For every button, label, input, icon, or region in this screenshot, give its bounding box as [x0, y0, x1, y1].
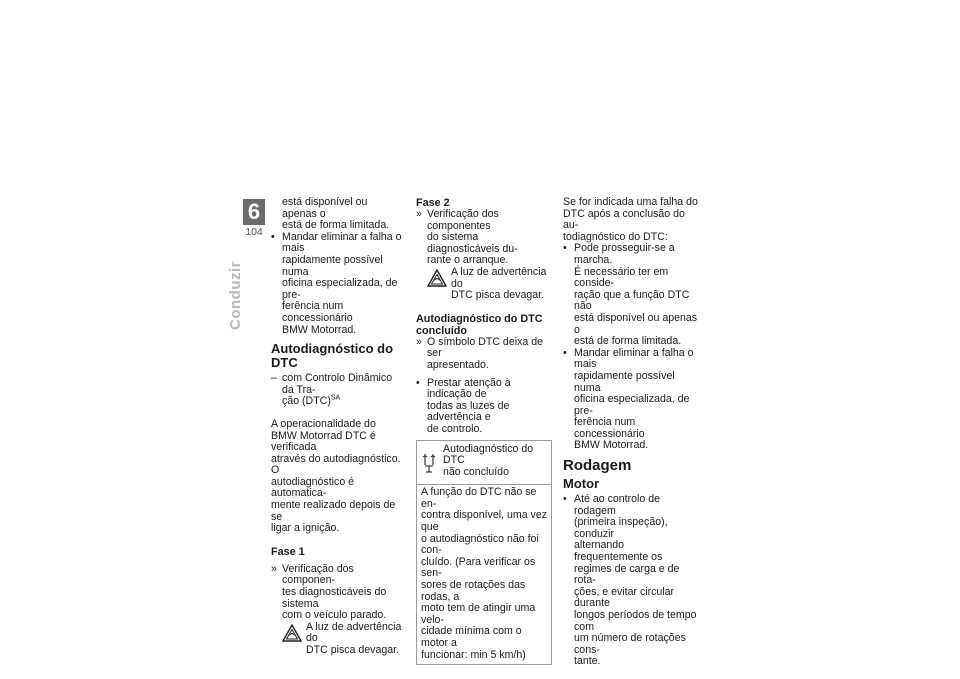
step-marker: » [416, 208, 422, 220]
text-line: moto tem de atingir uma velo- [421, 602, 536, 626]
text-line: mente realizado depois de se [271, 499, 396, 523]
step-item [416, 209, 552, 267]
info-box-not-completed [416, 440, 552, 666]
text-line: A luz de advertência do [306, 620, 402, 645]
text-line: Autodiagnóstico do DTC [416, 312, 543, 325]
text-span: ção (DTC) [282, 395, 331, 408]
page-number: 104 [245, 226, 263, 238]
text-line: Pode prosseguir-se a marcha. [574, 242, 675, 266]
text-line: BMW Motorrad DTC é verificada [271, 429, 376, 454]
text-line: A luz de advertência do [451, 265, 547, 290]
text-line: através do autodiagnóstico. O [271, 452, 401, 477]
text-line: DTC pisca devagar. [451, 289, 545, 302]
dtc-symbol-icon [421, 452, 437, 474]
column-3 [563, 197, 699, 668]
phase-1-title: Fase 1 [271, 545, 305, 558]
text-line: Prestar atenção à indicação de [427, 376, 511, 401]
section-heading-rodagem: Rodagem [563, 457, 632, 475]
text-line: ções, e evitar circular durante [574, 585, 675, 610]
text-line: autodiagnóstico é automatica- [271, 475, 355, 500]
text-line: (primeira inspeção), conduzir [574, 516, 668, 540]
paragraph [563, 197, 699, 243]
text-line: Autodiagnóstico do DTC [443, 442, 534, 467]
column-2 [416, 197, 552, 665]
text-line: Mandar eliminar a falha o mais [574, 346, 694, 371]
continued-text [271, 197, 403, 232]
text-line: rapidamente possível numa [574, 369, 675, 394]
text-line: um número de rotações cons- [574, 632, 686, 656]
text-line: não concluído [443, 465, 509, 478]
text-line: alternando frequentemente os [574, 539, 663, 564]
column-1 [271, 197, 403, 657]
text-line: É necessário ter em conside- [574, 265, 669, 290]
phase-2-title: Fase 2 [416, 197, 450, 209]
bullet-item [271, 232, 403, 336]
warning-note [271, 622, 403, 657]
step-item [416, 337, 552, 372]
text-line: está disponível ou apenas o [282, 196, 368, 220]
bullet-marker: • [416, 376, 420, 389]
text-line: está disponível ou apenas o [574, 311, 698, 336]
text-line: tante. [574, 655, 601, 668]
warning-triangle-icon [282, 624, 302, 642]
text-line: Se for indicada uma falha do [563, 196, 698, 208]
text-line: Mandar eliminar a falha o mais [282, 230, 402, 255]
bullet-item [563, 494, 699, 668]
text-line: sores de rotações das rodas, a [421, 579, 526, 603]
text-line: Verificação dos componen- [282, 562, 354, 587]
text-line: funcionar: min 5 km/h) [421, 648, 526, 661]
text-line: cidade mínima com o motor a [421, 625, 522, 649]
heading-dtc-self-diagnosis: Autodiagnóstico do DTC [271, 341, 394, 371]
text-line: com o veículo parado. [282, 609, 387, 622]
text-line: cluído. (Para verificar os sen- [421, 555, 536, 580]
text-line: oficina especializada, de pre- [282, 277, 398, 301]
bullet-marker: • [563, 242, 567, 255]
bullet-item [563, 243, 699, 347]
text-line: BMW Motorrad. [574, 439, 649, 452]
bullet-item [416, 378, 552, 436]
chapter-number-badge: 6 [243, 199, 265, 225]
text-line: Verificação dos componentes [427, 208, 499, 232]
text-line: regimes de carga e de rota- [574, 562, 680, 587]
text-line: todas as luzes de advertência e [427, 399, 510, 424]
text-line: O símbolo DTC deixa de ser [427, 335, 543, 360]
text-line: apresentado. [427, 358, 489, 371]
text-line: do sistema diagnosticáveis du- [427, 231, 518, 255]
text-line: rante o arranque. [427, 254, 509, 267]
text-line: BMW Motorrad. [282, 323, 357, 336]
subheading-motor: Motor [563, 476, 600, 492]
bullet-marker: • [563, 346, 567, 359]
step-marker: » [416, 335, 422, 348]
section-side-title: Conduzir [227, 261, 244, 330]
text-line: todiagnóstico do DTC: [563, 230, 668, 243]
warning-note [416, 267, 552, 302]
text-line: contra disponível, uma vez que [421, 509, 548, 534]
text-line: ferência num concessionário [574, 416, 645, 440]
text-line: com Controlo Dinâmico da Tra- [282, 372, 393, 396]
text-line: rapidamente possível numa [282, 253, 383, 278]
dash-item [271, 373, 403, 408]
text-line: DTC pisca devagar. [306, 644, 400, 656]
dash-marker: – [271, 372, 277, 385]
text-line: ferência num concessionário [282, 300, 353, 324]
paragraph [271, 419, 403, 535]
text-line: o autodiagnóstico não foi con- [421, 532, 539, 557]
text-line: A operacionalidade do [271, 417, 376, 430]
step-item [271, 564, 403, 622]
warning-triangle-icon [427, 269, 447, 287]
text-line: está de forma limitada. [282, 219, 390, 232]
text-line: concluído [416, 324, 467, 337]
step-marker: » [271, 562, 277, 575]
bullet-item [563, 348, 699, 452]
info-box-header [417, 441, 551, 486]
text-line: ligar a ignição. [271, 522, 340, 535]
info-box-body [417, 485, 551, 664]
bullet-marker: • [563, 493, 567, 506]
sa-superscript: SA [330, 394, 341, 402]
text-line: de controlo. [427, 422, 483, 435]
text-line: Até ao controlo de rodagem [574, 493, 660, 517]
text-line: DTC após a conclusão do au- [563, 207, 685, 232]
text-line: ração que a função DTC não [574, 288, 690, 313]
text-line: A função do DTC não se en- [421, 486, 537, 510]
heading-dtc-self-diagnosis-completed [416, 313, 552, 337]
text-line: está de forma limitada. [574, 335, 682, 348]
bullet-marker: • [271, 230, 275, 243]
text-line-with-sup [282, 396, 403, 408]
text-line: tes diagnosticáveis do sistema [282, 586, 387, 610]
text-line: longos períodos de tempo com [574, 609, 697, 633]
text-line: oficina especializada, de pre- [574, 393, 690, 417]
